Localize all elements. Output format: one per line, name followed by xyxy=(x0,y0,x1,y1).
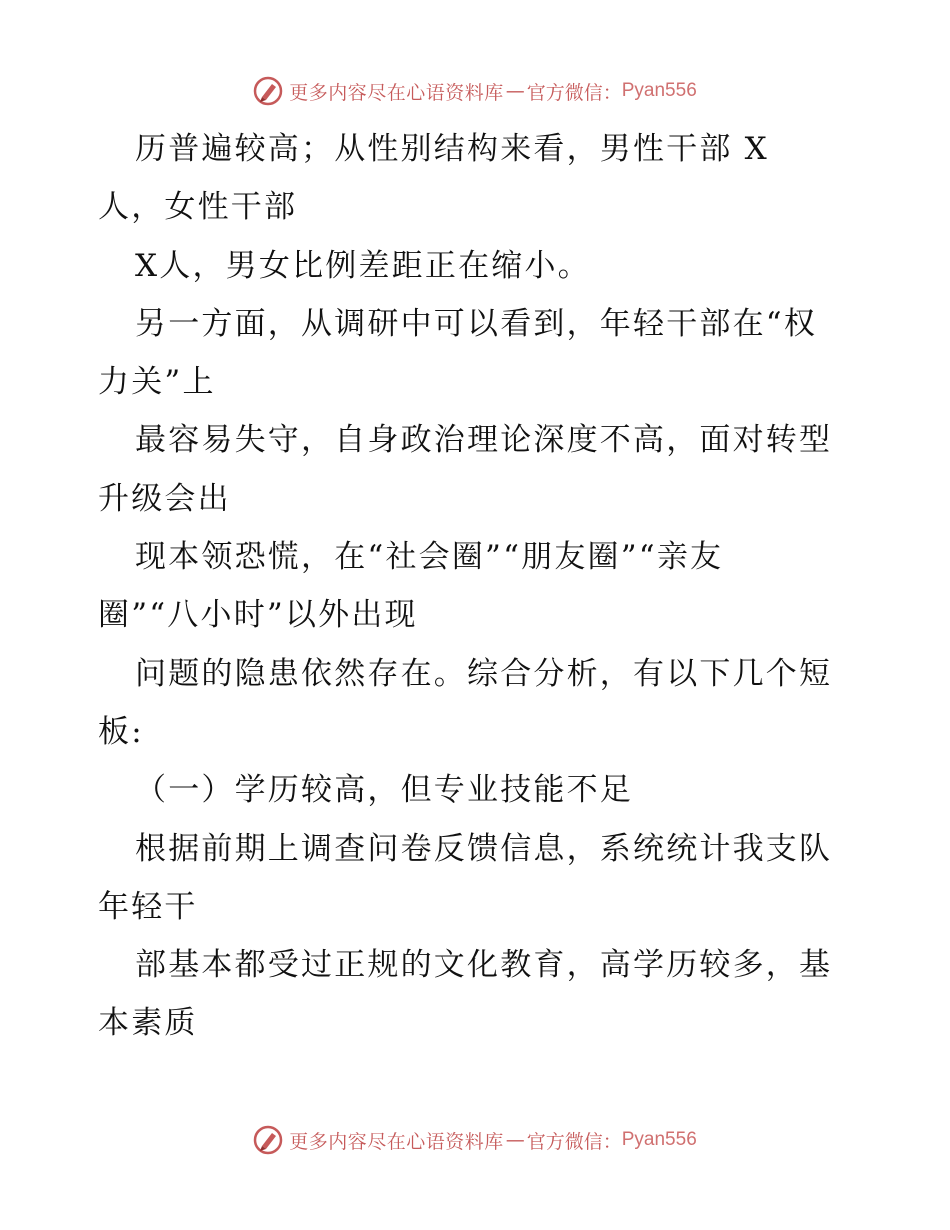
watermark-wechat-id: Pyan556 xyxy=(621,80,697,101)
watermark-text: 更多内容尽在心语资料库 xyxy=(289,1130,504,1153)
text-line: 问题的隐患依然存在。综合分析，有以下几个短 xyxy=(135,655,833,692)
watermark-text: 更多内容尽在心语资料库 xyxy=(289,81,504,104)
section-heading: （一）学历较高，但专业技能不足 xyxy=(135,772,633,809)
footer-watermark xyxy=(0,1120,950,1160)
text-line: 部基本都受过正规的文化教育，高学历较多，基 xyxy=(135,947,833,984)
text-line: 力关”上 xyxy=(98,364,216,401)
watermark-separator: — xyxy=(505,1129,525,1151)
text-line: X人，男女比例差距正在缩小。 xyxy=(135,247,591,284)
watermark-separator: — xyxy=(505,80,525,102)
text-line: 根据前期上调查问卷反馈信息，系统统计我支队 xyxy=(135,830,833,867)
pen-logo-icon xyxy=(253,76,283,106)
header-watermark xyxy=(0,71,950,111)
text-line: 升级会出 xyxy=(98,480,231,517)
pen-logo-icon xyxy=(253,1125,283,1155)
text-line: 本素质 xyxy=(98,1005,198,1042)
text-line: 板: xyxy=(98,713,144,750)
document-body xyxy=(98,120,858,1053)
text-line: 现本领恐慌，在“社会圈”“朋友圈”“亲友 xyxy=(135,539,724,576)
watermark-wechat-label: 官方微信： xyxy=(526,81,622,104)
text-line: 人，女性干部 xyxy=(98,189,298,226)
text-line: 另一方面，从调研中可以看到，年轻干部在“权 xyxy=(135,305,818,342)
text-line: 历普遍较高；从性别结构来看，男性干部 X xyxy=(135,131,769,167)
watermark-wechat-id: Pyan556 xyxy=(621,1129,697,1150)
text-line: 年轻干 xyxy=(98,888,198,925)
watermark-wechat-label: 官方微信： xyxy=(526,1130,622,1153)
text-line: 最容易失守，自身政治理论深度不高，面对转型 xyxy=(135,422,833,459)
text-line: 圈”“八小时”以外出现 xyxy=(98,597,418,634)
